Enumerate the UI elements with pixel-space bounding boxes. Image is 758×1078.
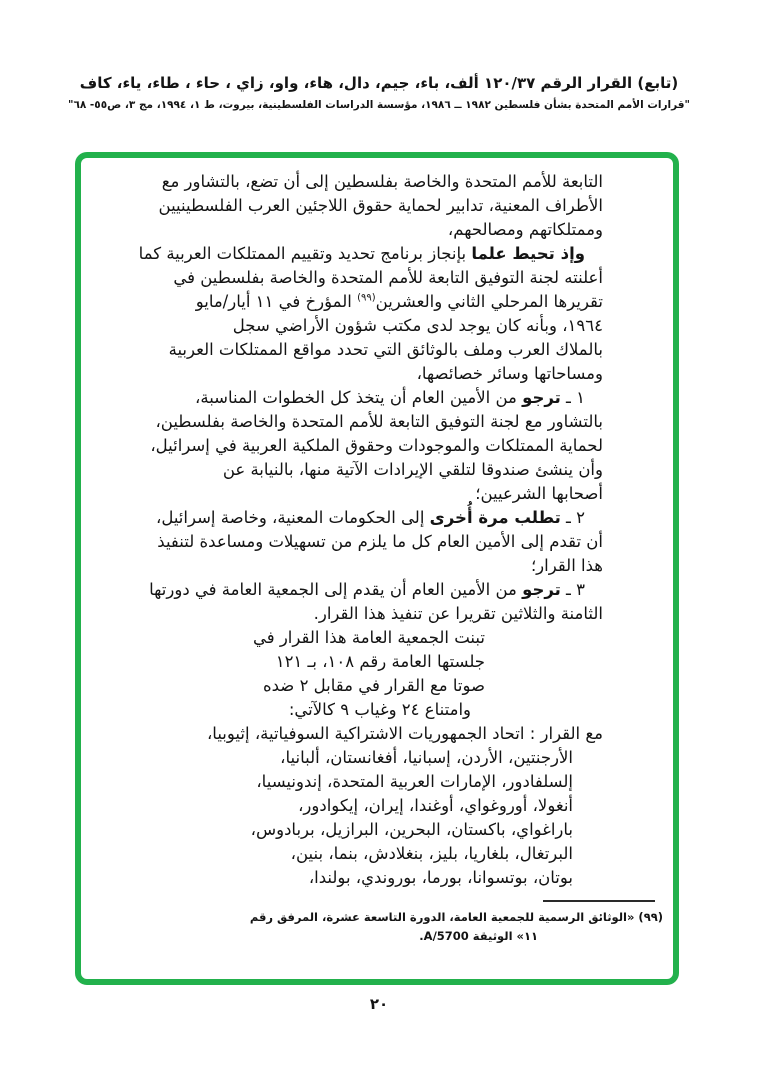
text-segment: تقريرها المرحلي الثاني والعشرين xyxy=(375,292,603,311)
text-line xyxy=(109,554,603,578)
text-line xyxy=(109,290,603,314)
text-segment: إلى الحكومات المعنية، وخاصة إسرائيل، xyxy=(156,508,430,527)
bold-text: وإذ تحيط علما xyxy=(471,244,585,263)
text-line xyxy=(109,386,603,410)
header-source: "قرارات الأمم المتحدة بشأن فلسطين ١٩٨٢ ــ ١٩٨٦، مؤسسة الدراسات الفلسطينية، بيروت، ط ١، ١٩٩٤، مج ٣، ص٥٥- ٦٨" xyxy=(67,99,691,111)
text-line xyxy=(109,362,603,386)
text-segment: وممتلكاتهم ومصالحهم، xyxy=(447,220,603,239)
text-line: صوتا مع القرار في مقابل ٢ ضده xyxy=(263,676,485,695)
text-segment: أن تقدم إلى الأمين العام كل ما يلزم من تسهيلات ومساعدة لتنفيذ xyxy=(157,532,603,551)
text-line xyxy=(109,578,603,602)
text-segment: ٢ ـ xyxy=(560,508,585,527)
text-line xyxy=(109,170,603,194)
bold-text: ترجو xyxy=(522,580,561,599)
text-line: وامتناع ٢٤ وغياب ٩ كالآتي: xyxy=(288,700,471,719)
text-line xyxy=(109,338,603,362)
text-segment: ١ ـ xyxy=(560,388,585,407)
text-segment: ١٩٦٤، وبأنه كان يوجد لدى مكتب شؤون الأراضي سجل xyxy=(232,316,603,335)
text-segment: ٣ ـ xyxy=(560,580,585,599)
text-line xyxy=(109,434,603,458)
bold-text: ترجو xyxy=(522,388,561,407)
text-line xyxy=(109,482,603,506)
text-line: مع القرار : اتحاد الجمهوريات الاشتراكية السوفياتية، إثيوبيا، xyxy=(206,724,603,743)
text-segment: من الأمين العام أن يتخذ كل الخطوات المناسبة، xyxy=(195,388,523,407)
text-line xyxy=(109,314,603,338)
text-line: بوتان، بوتسوانا، بورما، بوروندي، بولندا، xyxy=(308,868,573,887)
text-segment: بالملاك العرب وملف بالوثائق التي تحدد مواقع الممتلكات العربية xyxy=(168,340,603,359)
footnote-area xyxy=(109,900,663,946)
body-text xyxy=(81,158,673,946)
text-line: جلستها العامة رقم ١٠٨، بـ ١٢١ xyxy=(275,652,485,671)
vote-section xyxy=(109,722,603,890)
text-line xyxy=(109,266,603,290)
text-line: تبنت الجمعية العامة هذا القرار في xyxy=(252,628,485,647)
text-segment: وأن ينشئ صندوقا لتلقي الإيرادات الآتية منها، بالنيابة عن xyxy=(222,460,603,479)
text-line xyxy=(109,458,603,482)
text-segment: أصحابها الشرعيين؛ xyxy=(475,484,603,503)
text-segment: بإنجاز برنامج تحديد وتقييم الممتلكات العربية كما xyxy=(138,244,472,263)
text-segment: بالتشاور مع لجنة التوفيق التابعة للأمم المتحدة والخاصة بفلسطين، xyxy=(155,412,603,431)
paragraphs-container xyxy=(109,170,603,626)
text-segment: ومساحاتها وسائر خصائصها، xyxy=(416,364,603,383)
header-title: (تابع) القرار الرقم ١٢٠/٣٧ ألف، باء، جيم، دال، هاء، واو، زاي ، حاء ، طاء، ياء، كاف xyxy=(79,74,679,92)
footnote-marker: (٩٩) xyxy=(357,292,376,304)
adoption-note xyxy=(109,626,485,722)
footnote-line-2: ١١» الوثيقة A/5700. xyxy=(419,929,538,943)
footnote-divider xyxy=(543,900,655,902)
text-line xyxy=(109,218,603,242)
text-segment: هذا القرار؛ xyxy=(530,556,603,575)
text-line: أنغولا، أوروغواي، أوغندا، إيران، إيكوادور، xyxy=(298,796,573,815)
text-segment: التابعة للأمم المتحدة والخاصة بفلسطين إلى أن تضع، بالتشاور مع xyxy=(161,172,603,191)
text-segment: من الأمين العام أن يقدم إلى الجمعية العامة في دورتها xyxy=(149,580,523,599)
text-line xyxy=(109,530,603,554)
text-line: إلسلفادور، الإمارات العربية المتحدة، إندونيسيا، xyxy=(256,772,573,791)
text-line: الأرجنتين، الأردن، إسبانيا، أفغانستان، ألبانيا، xyxy=(280,748,573,767)
text-segment: الأطراف المعنية، تدابير لحماية حقوق اللاجئين العرب الفلسطينيين xyxy=(158,196,603,215)
text-segment: لحماية الممتلكات والموجودات وحقوق الملكية العربية في إسرائيل، xyxy=(150,436,603,455)
text-line xyxy=(109,410,603,434)
text-line xyxy=(109,242,603,266)
bold-text: تطلب مرة أُخرى xyxy=(429,508,561,527)
text-segment: المؤرخ في ١١ أيار/مايو xyxy=(195,292,358,311)
text-line: باراغواي، باكستان، البحرين، البرازيل، بربادوس، xyxy=(250,820,573,839)
text-line xyxy=(109,602,603,626)
text-line xyxy=(109,194,603,218)
resolution-box xyxy=(75,152,679,985)
text-segment: أعلنته لجنة التوفيق التابعة للأمم المتحدة والخاصة بفلسطين في xyxy=(173,268,603,287)
text-segment: الثامنة والثلاثين تقريرا عن تنفيذ هذا القرار. xyxy=(313,604,603,623)
text-line xyxy=(109,506,603,530)
page-number: ٢٠ xyxy=(369,995,389,1013)
text-line: البرتغال، بلغاريا، بليز، بنغلادش، بنما، بنين، xyxy=(290,844,573,863)
page-header xyxy=(0,74,758,111)
footnote-line-1: (٩٩) «الوثائق الرسمية للجمعية العامة، الدورة التاسعة عشرة، المرفق رقم xyxy=(249,910,663,924)
